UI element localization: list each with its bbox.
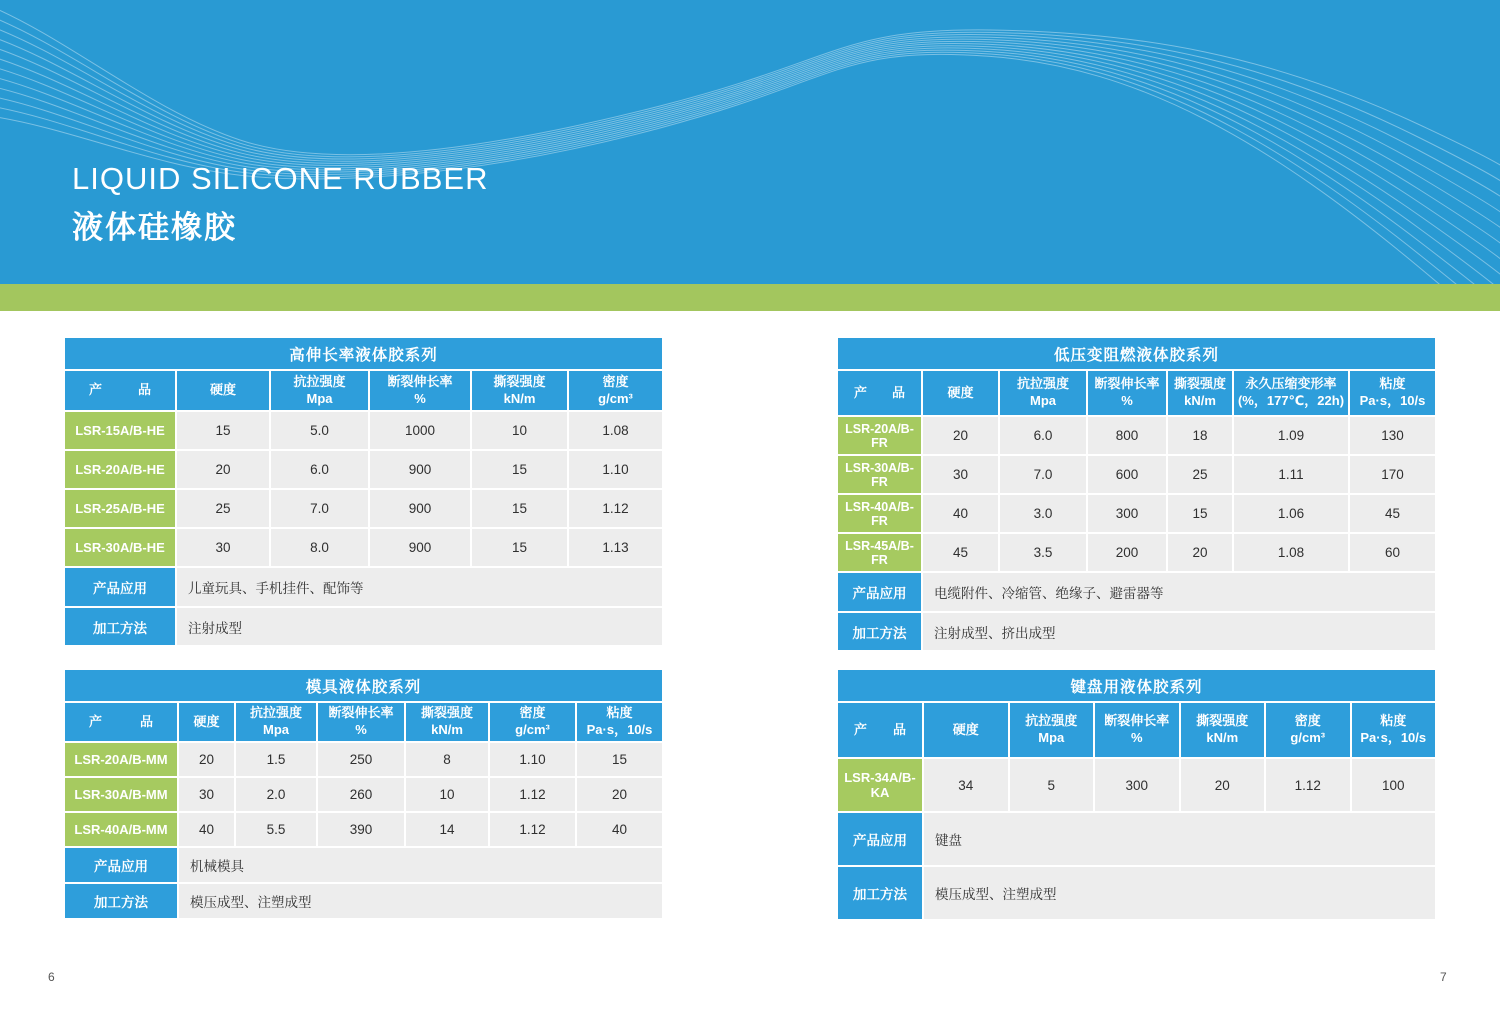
data-cell: 1.06 — [1234, 495, 1348, 532]
product-header-char: 品 — [892, 721, 906, 737]
column-header-product — [65, 703, 177, 741]
data-cell: 1.08 — [1234, 534, 1348, 571]
column-header-line1: 粘度 — [1380, 713, 1407, 729]
application-label: 产品应用 — [65, 568, 175, 606]
column-header-line1: 硬度 — [952, 721, 979, 737]
product-cell: LSR-20A/B-MM — [65, 743, 177, 776]
product-cell: LSR-40A/B-FR — [838, 495, 921, 532]
data-cell: 200 — [1088, 534, 1166, 571]
data-cell: 900 — [370, 529, 470, 566]
application-label: 产品应用 — [838, 813, 922, 865]
table-grid — [65, 371, 662, 645]
column-header-line1: 密度 — [1294, 713, 1321, 729]
page-number-left: 6 — [48, 970, 55, 984]
column-header — [1095, 703, 1179, 757]
column-header-line2: % — [355, 722, 367, 737]
data-cell: 390 — [318, 813, 404, 846]
column-header-line1: 抗拉强度 — [1025, 713, 1078, 729]
product-cell: LSR-34A/B-KA — [838, 759, 922, 811]
data-cell: 18 — [1168, 417, 1232, 454]
column-header-line2: (%，177℃，22h) — [1237, 393, 1345, 408]
data-cell: 15 — [177, 412, 269, 449]
data-cell: 45 — [923, 534, 998, 571]
data-cell: 250 — [318, 743, 404, 776]
application-label: 产品应用 — [838, 573, 921, 611]
data-cell: 8.0 — [271, 529, 368, 566]
column-header-product — [838, 703, 922, 757]
table-keyboard-series — [838, 670, 1435, 919]
column-header-line1: 硬度 — [193, 713, 220, 729]
column-header-line1: 抗拉强度 — [249, 705, 302, 721]
data-cell: 600 — [1088, 456, 1166, 493]
processing-label: 加工方法 — [65, 884, 177, 918]
data-cell: 20 — [923, 417, 998, 454]
product-cell: LSR-45A/B-FR — [838, 534, 921, 571]
data-cell: 15 — [1168, 495, 1232, 532]
data-cell: 1.12 — [490, 778, 575, 811]
data-cell: 1.12 — [1266, 759, 1350, 811]
column-header-line1: 断裂伸长率 — [387, 373, 453, 389]
product-cell: LSR-30A/B-FR — [838, 456, 921, 493]
column-header-line2: kN/m — [1184, 393, 1216, 408]
column-header-line1: 撕裂强度 — [420, 705, 473, 721]
column-header — [923, 371, 998, 415]
product-header-char: 产 — [89, 382, 103, 398]
data-cell: 1000 — [370, 412, 470, 449]
column-header-line1: 撕裂强度 — [493, 373, 546, 389]
data-cell: 30 — [179, 778, 234, 811]
column-header — [1234, 371, 1348, 415]
data-cell: 34 — [924, 759, 1008, 811]
data-cell: 45 — [1350, 495, 1435, 532]
table-high-elongation-series — [65, 338, 662, 645]
product-header-char: 产 — [854, 721, 868, 737]
column-header-product — [65, 371, 175, 410]
data-cell: 14 — [406, 813, 488, 846]
column-header-line1: 粘度 — [1379, 376, 1406, 392]
product-header-char: 品 — [137, 382, 151, 398]
product-cell: LSR-25A/B-HE — [65, 490, 175, 527]
column-header — [1181, 703, 1265, 757]
page-number-right: 7 — [1440, 970, 1447, 984]
data-cell: 20 — [179, 743, 234, 776]
processing-label: 加工方法 — [65, 608, 175, 645]
column-header — [406, 703, 488, 741]
data-cell: 900 — [370, 451, 470, 488]
data-cell: 1.10 — [490, 743, 575, 776]
data-cell: 40 — [577, 813, 662, 846]
data-cell: 1.09 — [1234, 417, 1348, 454]
application-value: 电缆附件、冷缩管、绝缘子、避雷器等 — [923, 573, 1435, 611]
product-cell: LSR-30A/B-MM — [65, 778, 177, 811]
data-cell: 130 — [1350, 417, 1435, 454]
data-cell: 15 — [472, 529, 567, 566]
product-cell: LSR-20A/B-HE — [65, 451, 175, 488]
data-cell: 1.13 — [569, 529, 662, 566]
data-cell: 800 — [1088, 417, 1166, 454]
column-header-line1: 密度 — [519, 705, 546, 721]
data-cell: 1.5 — [236, 743, 316, 776]
column-header-line1: 断裂伸长率 — [1104, 713, 1170, 729]
table-mold-series — [65, 670, 662, 918]
data-cell: 900 — [370, 490, 470, 527]
table-flame-retardant-series — [838, 338, 1435, 650]
column-header-line2: % — [414, 390, 426, 406]
column-header-line2: kN/m — [503, 390, 536, 406]
column-header-line1: 抗拉强度 — [1016, 376, 1069, 392]
table-title: 模具液体胶系列 — [65, 670, 662, 701]
column-header-line2: % — [1130, 730, 1143, 745]
column-header — [1010, 703, 1094, 757]
data-cell: 5.5 — [236, 813, 316, 846]
table-title: 键盘用液体胶系列 — [838, 670, 1435, 701]
product-cell: LSR-15A/B-HE — [65, 412, 175, 449]
data-cell: 6.0 — [1000, 417, 1086, 454]
column-header — [924, 703, 1008, 757]
data-cell: 170 — [1350, 456, 1435, 493]
column-header — [1000, 371, 1086, 415]
column-header-line1: 断裂伸长率 — [1094, 376, 1160, 392]
column-header-line2: Pa·s，10/s — [586, 722, 653, 737]
column-header — [236, 703, 316, 741]
column-header-line2: Pa·s，10/s — [1360, 730, 1427, 745]
data-cell: 300 — [1095, 759, 1179, 811]
data-cell: 300 — [1088, 495, 1166, 532]
processing-label: 加工方法 — [838, 867, 922, 919]
column-header-line1: 密度 — [602, 373, 629, 389]
data-cell: 260 — [318, 778, 404, 811]
data-cell: 1.12 — [490, 813, 575, 846]
column-header — [490, 703, 575, 741]
data-cell: 1.08 — [569, 412, 662, 449]
product-header-char: 品 — [891, 384, 905, 400]
green-accent-stripe — [0, 284, 1500, 311]
column-header — [472, 371, 567, 410]
data-cell: 30 — [923, 456, 998, 493]
application-value: 机械模具 — [179, 848, 662, 882]
data-cell: 7.0 — [271, 490, 368, 527]
data-cell: 40 — [179, 813, 234, 846]
data-cell: 100 — [1352, 759, 1436, 811]
page-title-english: LIQUID SILICONE RUBBER — [72, 161, 489, 196]
product-cell: LSR-30A/B-HE — [65, 529, 175, 566]
product-header-char: 产 — [89, 713, 103, 729]
data-cell: 15 — [472, 451, 567, 488]
column-header — [569, 371, 662, 410]
data-cell: 3.0 — [1000, 495, 1086, 532]
data-cell: 20 — [577, 778, 662, 811]
page-title-chinese: 液体硅橡胶 — [72, 210, 237, 245]
column-header-line1: 撕裂强度 — [1173, 376, 1226, 392]
column-header — [179, 703, 234, 741]
processing-label: 加工方法 — [838, 613, 921, 650]
column-header-line2: g/cm³ — [1290, 730, 1326, 745]
data-cell: 1.11 — [1234, 456, 1348, 493]
data-cell: 20 — [177, 451, 269, 488]
data-cell: 25 — [177, 490, 269, 527]
table-grid — [838, 703, 1435, 919]
table-grid — [838, 371, 1435, 650]
column-header — [1266, 703, 1350, 757]
data-cell: 30 — [177, 529, 269, 566]
column-header-line2: Mpa — [1038, 730, 1065, 745]
application-value: 儿童玩具、手机挂件、配饰等 — [177, 568, 662, 606]
table-grid — [65, 703, 662, 918]
column-header-line2: Mpa — [306, 390, 333, 406]
column-header — [1352, 703, 1436, 757]
processing-value: 注射成型、挤出成型 — [923, 613, 1435, 650]
processing-value: 模压成型、注塑成型 — [179, 884, 662, 918]
data-cell: 60 — [1350, 534, 1435, 571]
column-header — [177, 371, 269, 410]
column-header-line1: 永久压缩变形率 — [1245, 376, 1337, 392]
application-label: 产品应用 — [65, 848, 177, 882]
column-header-line2: Mpa — [1030, 393, 1056, 408]
column-header-line1: 硬度 — [209, 382, 236, 398]
page-header-band — [0, 0, 1500, 284]
column-header-product — [838, 371, 921, 415]
data-cell: 5.0 — [271, 412, 368, 449]
data-cell: 15 — [472, 490, 567, 527]
data-cell: 15 — [577, 743, 662, 776]
column-header-line2: g/cm³ — [598, 390, 633, 406]
data-cell: 25 — [1168, 456, 1232, 493]
data-cell: 3.5 — [1000, 534, 1086, 571]
column-header — [577, 703, 662, 741]
data-cell: 20 — [1168, 534, 1232, 571]
data-cell: 8 — [406, 743, 488, 776]
column-header-line2: Mpa — [263, 722, 289, 737]
table-title: 高伸长率液体胶系列 — [65, 338, 662, 369]
column-header — [271, 371, 368, 410]
data-cell: 20 — [1181, 759, 1265, 811]
data-cell: 6.0 — [271, 451, 368, 488]
table-title: 低压变阻燃液体胶系列 — [838, 338, 1435, 369]
data-cell: 10 — [406, 778, 488, 811]
product-header-char: 品 — [139, 713, 153, 729]
data-cell: 5 — [1010, 759, 1094, 811]
product-cell: LSR-20A/B-FR — [838, 417, 921, 454]
application-value: 键盘 — [924, 813, 1435, 865]
data-cell: 40 — [923, 495, 998, 532]
processing-value: 注射成型 — [177, 608, 662, 645]
data-cell: 10 — [472, 412, 567, 449]
column-header-line1: 硬度 — [947, 384, 974, 400]
column-header — [1168, 371, 1232, 415]
column-header — [1088, 371, 1166, 415]
data-cell: 1.10 — [569, 451, 662, 488]
column-header-line1: 断裂伸长率 — [328, 705, 394, 721]
product-cell: LSR-40A/B-MM — [65, 813, 177, 846]
column-header-line2: % — [1121, 393, 1133, 408]
processing-value: 模压成型、注塑成型 — [924, 867, 1435, 919]
column-header-line2: kN/m — [1206, 730, 1239, 745]
product-header-char: 产 — [854, 384, 868, 400]
column-header-line2: Pa·s，10/s — [1359, 393, 1426, 408]
data-cell: 1.12 — [569, 490, 662, 527]
data-cell: 7.0 — [1000, 456, 1086, 493]
column-header-line1: 撕裂强度 — [1196, 713, 1249, 729]
column-header-line1: 粘度 — [606, 705, 633, 721]
column-header — [318, 703, 404, 741]
column-header-line2: kN/m — [431, 722, 463, 737]
column-header — [1350, 371, 1435, 415]
column-header-line1: 抗拉强度 — [293, 373, 346, 389]
column-header-line2: g/cm³ — [515, 722, 550, 737]
data-cell: 2.0 — [236, 778, 316, 811]
column-header — [370, 371, 470, 410]
